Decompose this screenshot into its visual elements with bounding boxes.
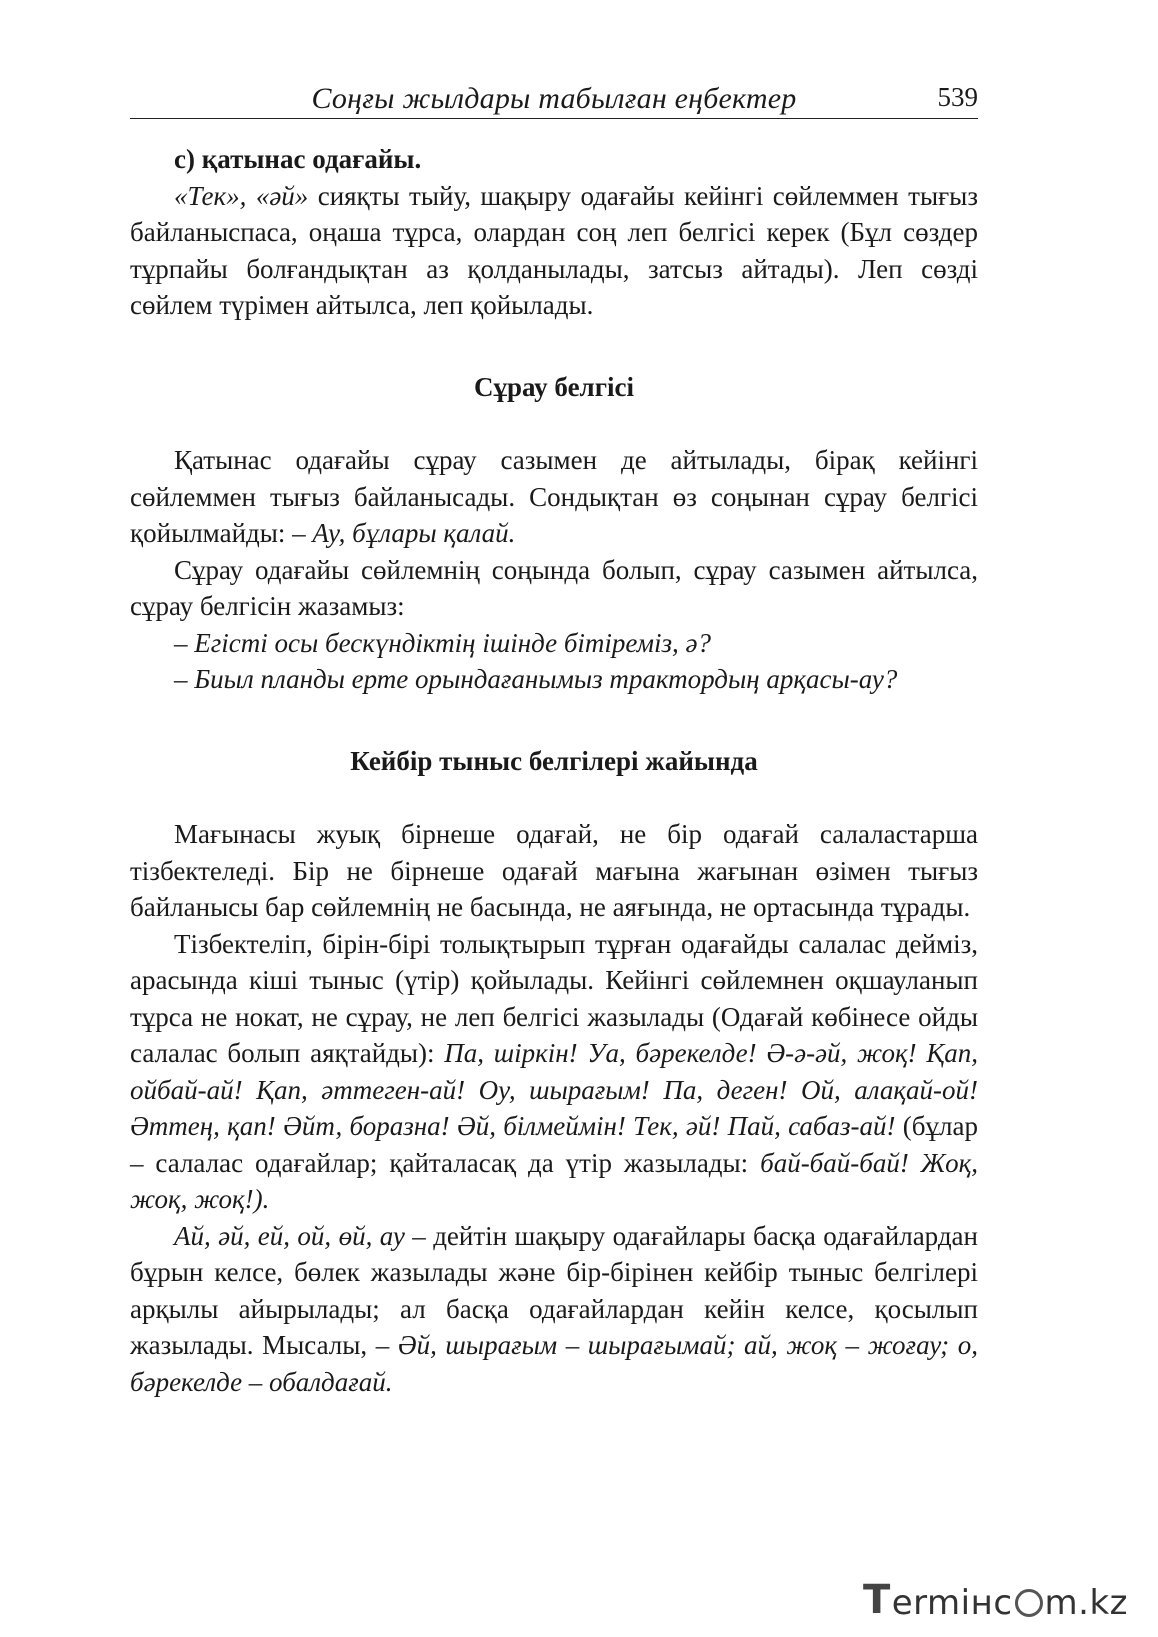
italic-example: «Тек», «әй» xyxy=(174,180,309,211)
section-heading: Кейбір тыныс белгілері жайында xyxy=(350,745,758,776)
watermark-letter: T xyxy=(862,1577,891,1623)
watermark-circle-icon xyxy=(1015,1589,1043,1617)
paragraph xyxy=(130,1218,978,1401)
paragraph-text: сияқты тыйу, шақыру одағайы кейінгі сөйлеммен тығыз байланыспаса, оңаша тұрса, олардан соң леп белгісі керек (Бұл сөздер тұрпайы болғандықтан аз қолданылады, затсыз айтады). Леп сөзді сөйлем түрімен айтылса, леп қойылады. xyxy=(130,180,978,320)
subsection-heading: c) қатынас одағайы. xyxy=(174,144,422,174)
watermark-text: ermінc xyxy=(891,1583,1013,1623)
example-line: – Биыл планды ерте орындағанымыз трактордың арқасы-ау? xyxy=(174,664,898,694)
italic-example: бай-бай-бай! Жоқ, жоқ, жоқ!). xyxy=(130,1147,978,1214)
italic-example: Па, шіркін! Уа, бәрекелде! Ә-ә-әй, жоқ! Қап, ойбай-ай! Қап, әттеген-ай! Оу, шырағым! Па, деген! Ой, алақай-ой! Әттең, қап! Әйт, боразна! Әй, білмеймін! Тек, әй! Пай, сабаз-ай! xyxy=(130,1038,978,1141)
running-header xyxy=(130,78,978,119)
paragraph xyxy=(130,178,978,324)
termincom-watermark xyxy=(863,1577,1128,1623)
page-number: 539 xyxy=(937,82,978,112)
italic-example: Ай, әй, ей, ой, өй, ау xyxy=(174,1220,405,1251)
italic-example: – Әй, шырағым – шырағымай; ай, жоқ – жоғау; о, бәрекелде – обалдағай. xyxy=(130,1330,979,1397)
page-body xyxy=(130,141,978,1400)
italic-example: – Ау, бұлары қалай. xyxy=(292,518,516,548)
paragraph-text: Тізбектеліп, бірін-бірі толықтырып тұрған одағайды салалас дейміз, арасында кіші тыныс (үтір) қойылады. Кейінгі сөйлемнен оқшауланып тұрса не нокат, не сұрау, не леп белгісі жазылады (Одағай көбінесе ойды салалас болып аяқтайды): xyxy=(130,928,978,1068)
running-header-title: Соңғы жылдары табылған еңбектер xyxy=(311,82,797,115)
paragraph: Сұрау одағайы сөйлемнің соңында болып, сұрау сазымен айтылса, сұрау белгісін жазамыз: xyxy=(130,554,978,621)
watermark-text-end: m.kz xyxy=(1044,1583,1128,1623)
paragraph xyxy=(130,926,978,1218)
section-heading: Сұрау белгісі xyxy=(474,371,634,402)
paragraph-text: (бұлар – салалас одағайлар; қайталасақ да үтір жазылады: xyxy=(130,1111,978,1178)
paragraph-text: Қатынас одағайы сұрау сазымен де айтылады, бірақ кейінгі сөйлеммен тығыз байланысады. Сондықтан өз соңынан сұрау белгісі қойылмайды: xyxy=(130,445,978,548)
paragraph xyxy=(130,442,978,552)
paragraph-text: – дейтін шақыру одағайлары басқа одағайлардан бұрын келсе, бөлек жазылады және бір-бірінен кейбір тыныс белгілері арқылы айырылады; ал басқа одағайлардан кейін келсе, қосылып жазылады. Мысалы, xyxy=(130,1220,978,1360)
paragraph: Мағынасы жуық бірнеше одағай, не бір одағай салаластарша тізбектеледі. Бір не бірнеше одағай мағына жағынан өзімен тығыз байланысы бар сөйлемнің не басында, не аяғында, не ортасында тұрады. xyxy=(130,819,978,922)
document-page xyxy=(130,78,978,1400)
example-line: – Егісті осы бескүндіктің ішінде бітіреміз, ә? xyxy=(174,627,711,658)
